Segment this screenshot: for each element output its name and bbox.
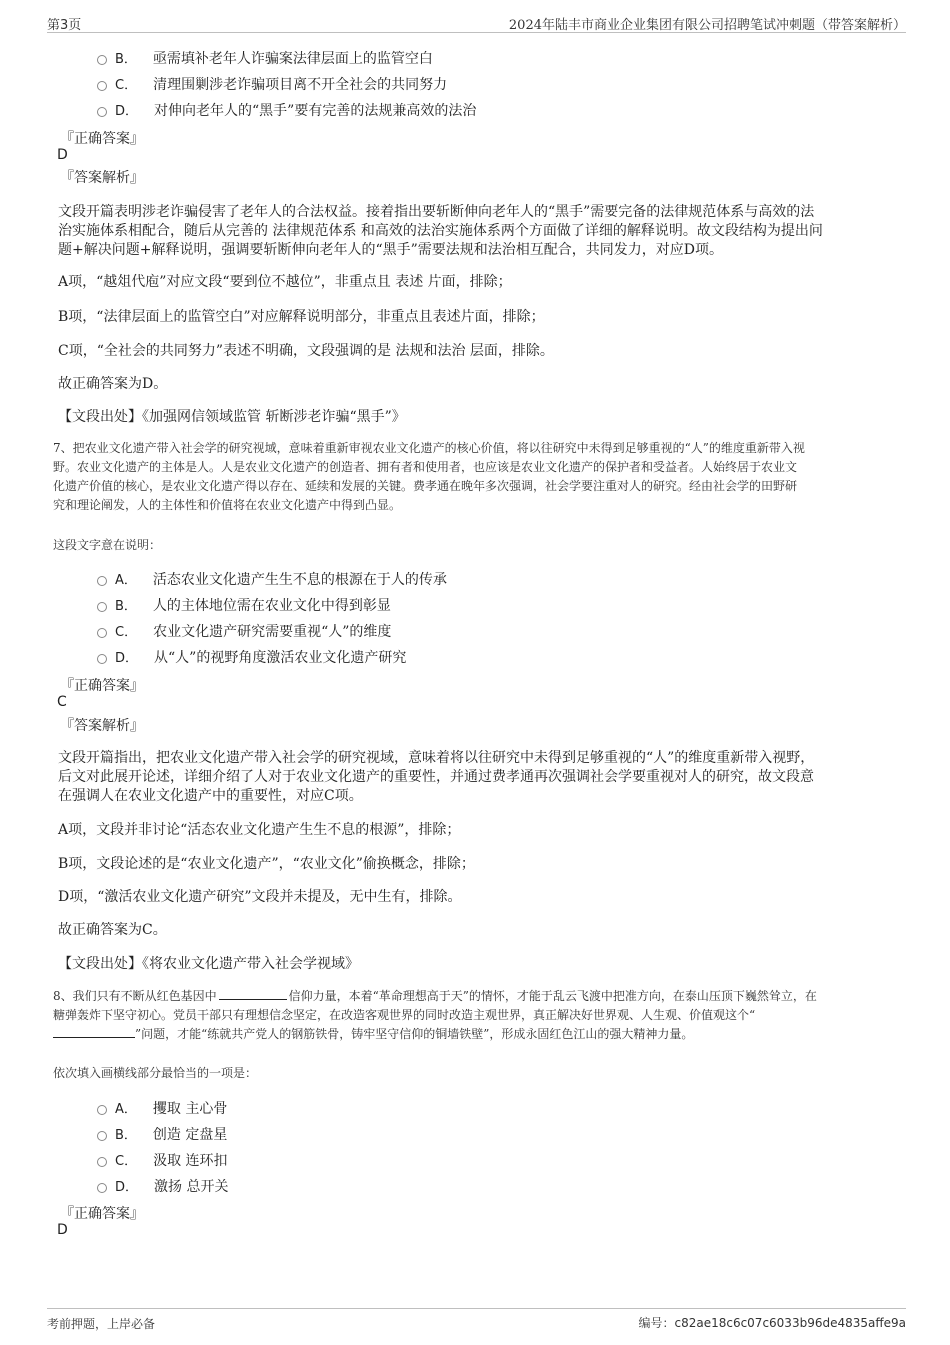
option-b[interactable]: B． 亟需填补老年人诈骗案法律层面上的监管空白: [97, 48, 433, 68]
correct-answer-label: 『正确答案』: [60, 1206, 144, 1222]
question-prompt: 这段文字意在说明：: [53, 538, 162, 552]
radio-icon[interactable]: [97, 602, 107, 612]
source: 【文段出处】《加强网信领域监管 斩断涉老诈骗“黑手”》: [58, 409, 406, 425]
radio-icon[interactable]: [97, 654, 107, 664]
note-a: A项，文段并非讨论“活态农业文化遗产生生不息的根源”，排除；: [58, 822, 461, 838]
option-a[interactable]: A． 攫取 主心骨: [97, 1098, 227, 1118]
radio-icon[interactable]: [97, 576, 107, 586]
option-b[interactable]: B． 人的主体地位需在农业文化中得到彰显: [97, 595, 391, 615]
source: 【文段出处】《将农业文化遗产带入社会学视域》: [58, 956, 359, 972]
analysis-text: 文段开篇指出，把农业文化遗产带入社会学的研究视域，意味着将以往研究中未得到足够重视的“人”的维度重新带入视野， 后文对此展开论述，详细介绍了人对于农业文化遗产的重要性，并通过费孝通再次强调社会学要重视对人的研究，故文段意 在强调人在农业文化遗产中的重要性，对应C项。: [58, 750, 815, 804]
radio-icon[interactable]: [97, 81, 107, 91]
document-title: 2024年陆丰市商业企业集团有限公司招聘笔试冲刺题（带答案解析）: [508, 18, 906, 33]
option-d[interactable]: D． 对伸向老年人的“黑手”要有完善的法规兼高效的法治: [97, 100, 476, 120]
correct-answer-label: 『正确答案』: [60, 678, 144, 694]
option-c[interactable]: C． 汲取 连环扣: [97, 1150, 228, 1170]
radio-icon[interactable]: [97, 107, 107, 117]
note-b: B项，文段论述的是“农业文化遗产”，“农业文化”偷换概念，排除；: [58, 856, 475, 872]
radio-icon[interactable]: [97, 55, 107, 65]
note-a: A项，“越俎代庖”对应文段“要到位不越位”，非重点且 表述 片面，排除；: [58, 274, 512, 290]
correct-answer: D: [57, 147, 68, 163]
analysis-text: 文段开篇表明涉老诈骗侵害了老年人的合法权益。接着指出要斩断伸向老年人的“黑手”需要完备的法律规范体系与高效的法 治实施体系相配合，随后从完善的 法律规范体系 和高效的法治实施体系两个方面做了详细的解释说明。故文段结构为提出问 题+解决问题+解释说明，强调要斩断伸向老年人的“黑手”需要法规和法治相互配合，共同发力，对应D项。: [58, 204, 823, 258]
radio-icon[interactable]: [97, 1105, 107, 1115]
correct-answer: D: [57, 1222, 68, 1238]
document-code: 编号：c82ae18c6c07c6033b96de4835affe9a: [638, 1316, 906, 1330]
question-8: 8、我们只有不断从红色基因中 信仰力量，本着“革命理想高于天”的情怀，才能于乱云飞渡中把准方向，在泰山压顶下巍然耸立，在 糖弹轰炸下坚守初心。党员干部只有理想信念坚定，在改造客观世界的同时改造主观世界，真正解决好世界观、人生观、价值观这个“ ”问题，才能“练就共产党人的钢筋铁骨，铸牢坚守信仰的铜墙铁壁”，形成永固红色江山的强大精神力量。: [53, 989, 817, 1041]
option-a[interactable]: A． 活态农业文化遗产生生不息的根源在于人的传承: [97, 569, 447, 589]
page-footer: [47, 1308, 906, 1333]
footer-slogan: 考前押题，上岸必备: [47, 1317, 156, 1331]
conclusion: 故正确答案为C。: [58, 922, 167, 938]
page-header: [47, 14, 906, 33]
radio-icon[interactable]: [97, 628, 107, 638]
note-c: C项，“全社会的共同努力”表述不明确，文段强调的是 法规和法治 层面，排除。: [58, 343, 554, 359]
radio-icon[interactable]: [97, 1183, 107, 1193]
analysis-label: 『答案解析』: [60, 170, 144, 186]
radio-icon[interactable]: [97, 1157, 107, 1167]
option-c[interactable]: C． 清理围剿涉老诈骗项目离不开全社会的共同努力: [97, 74, 447, 94]
option-d[interactable]: D． 从“人”的视野角度激活农业文化遗产研究: [97, 647, 406, 667]
conclusion: 故正确答案为D。: [58, 376, 168, 392]
correct-answer: C: [57, 694, 67, 710]
option-d[interactable]: D． 激扬 总开关: [97, 1176, 228, 1196]
page-number: 第3页: [47, 18, 82, 33]
fill-blank-2[interactable]: [53, 1025, 135, 1038]
note-b: B项，“法律层面上的监管空白”对应解释说明部分，非重点且表述片面，排除；: [58, 309, 545, 325]
option-b[interactable]: B． 创造 定盘星: [97, 1124, 227, 1144]
correct-answer-label: 『正确答案』: [60, 131, 144, 147]
radio-icon[interactable]: [97, 1131, 107, 1141]
option-c[interactable]: C． 农业文化遗产研究需要重视“人”的维度: [97, 621, 391, 641]
question-7: 7、把农业文化遗产带入社会学的研究视域，意味着重新审视农业文化遗产的核心价值，将以往研究中未得到足够重视的“人”的维度重新带入视 野。农业文化遗产的主体是人。人是农业文化遗产的创造者、拥有者和使用者，也应该是农业文化遗产的保护者和受益者。人始终居于农业文 化遗产价值的核心，是农业文化遗产得以存在、延续和发展的关键。费孝通在晚年多次强调，社会学要注重对人的研究。经由社会学的田野研 究和理论阐发，人的主体性和价值将在农业文化遗产中得到凸显。: [53, 441, 805, 512]
analysis-label: 『答案解析』: [60, 718, 144, 734]
fill-blank-1[interactable]: [219, 987, 287, 1000]
question-prompt: 依次填入画横线部分最恰当的一项是：: [53, 1066, 258, 1080]
note-d: D项，“激活农业文化遗产研究”文段并未提及，无中生有，排除。: [58, 889, 462, 905]
